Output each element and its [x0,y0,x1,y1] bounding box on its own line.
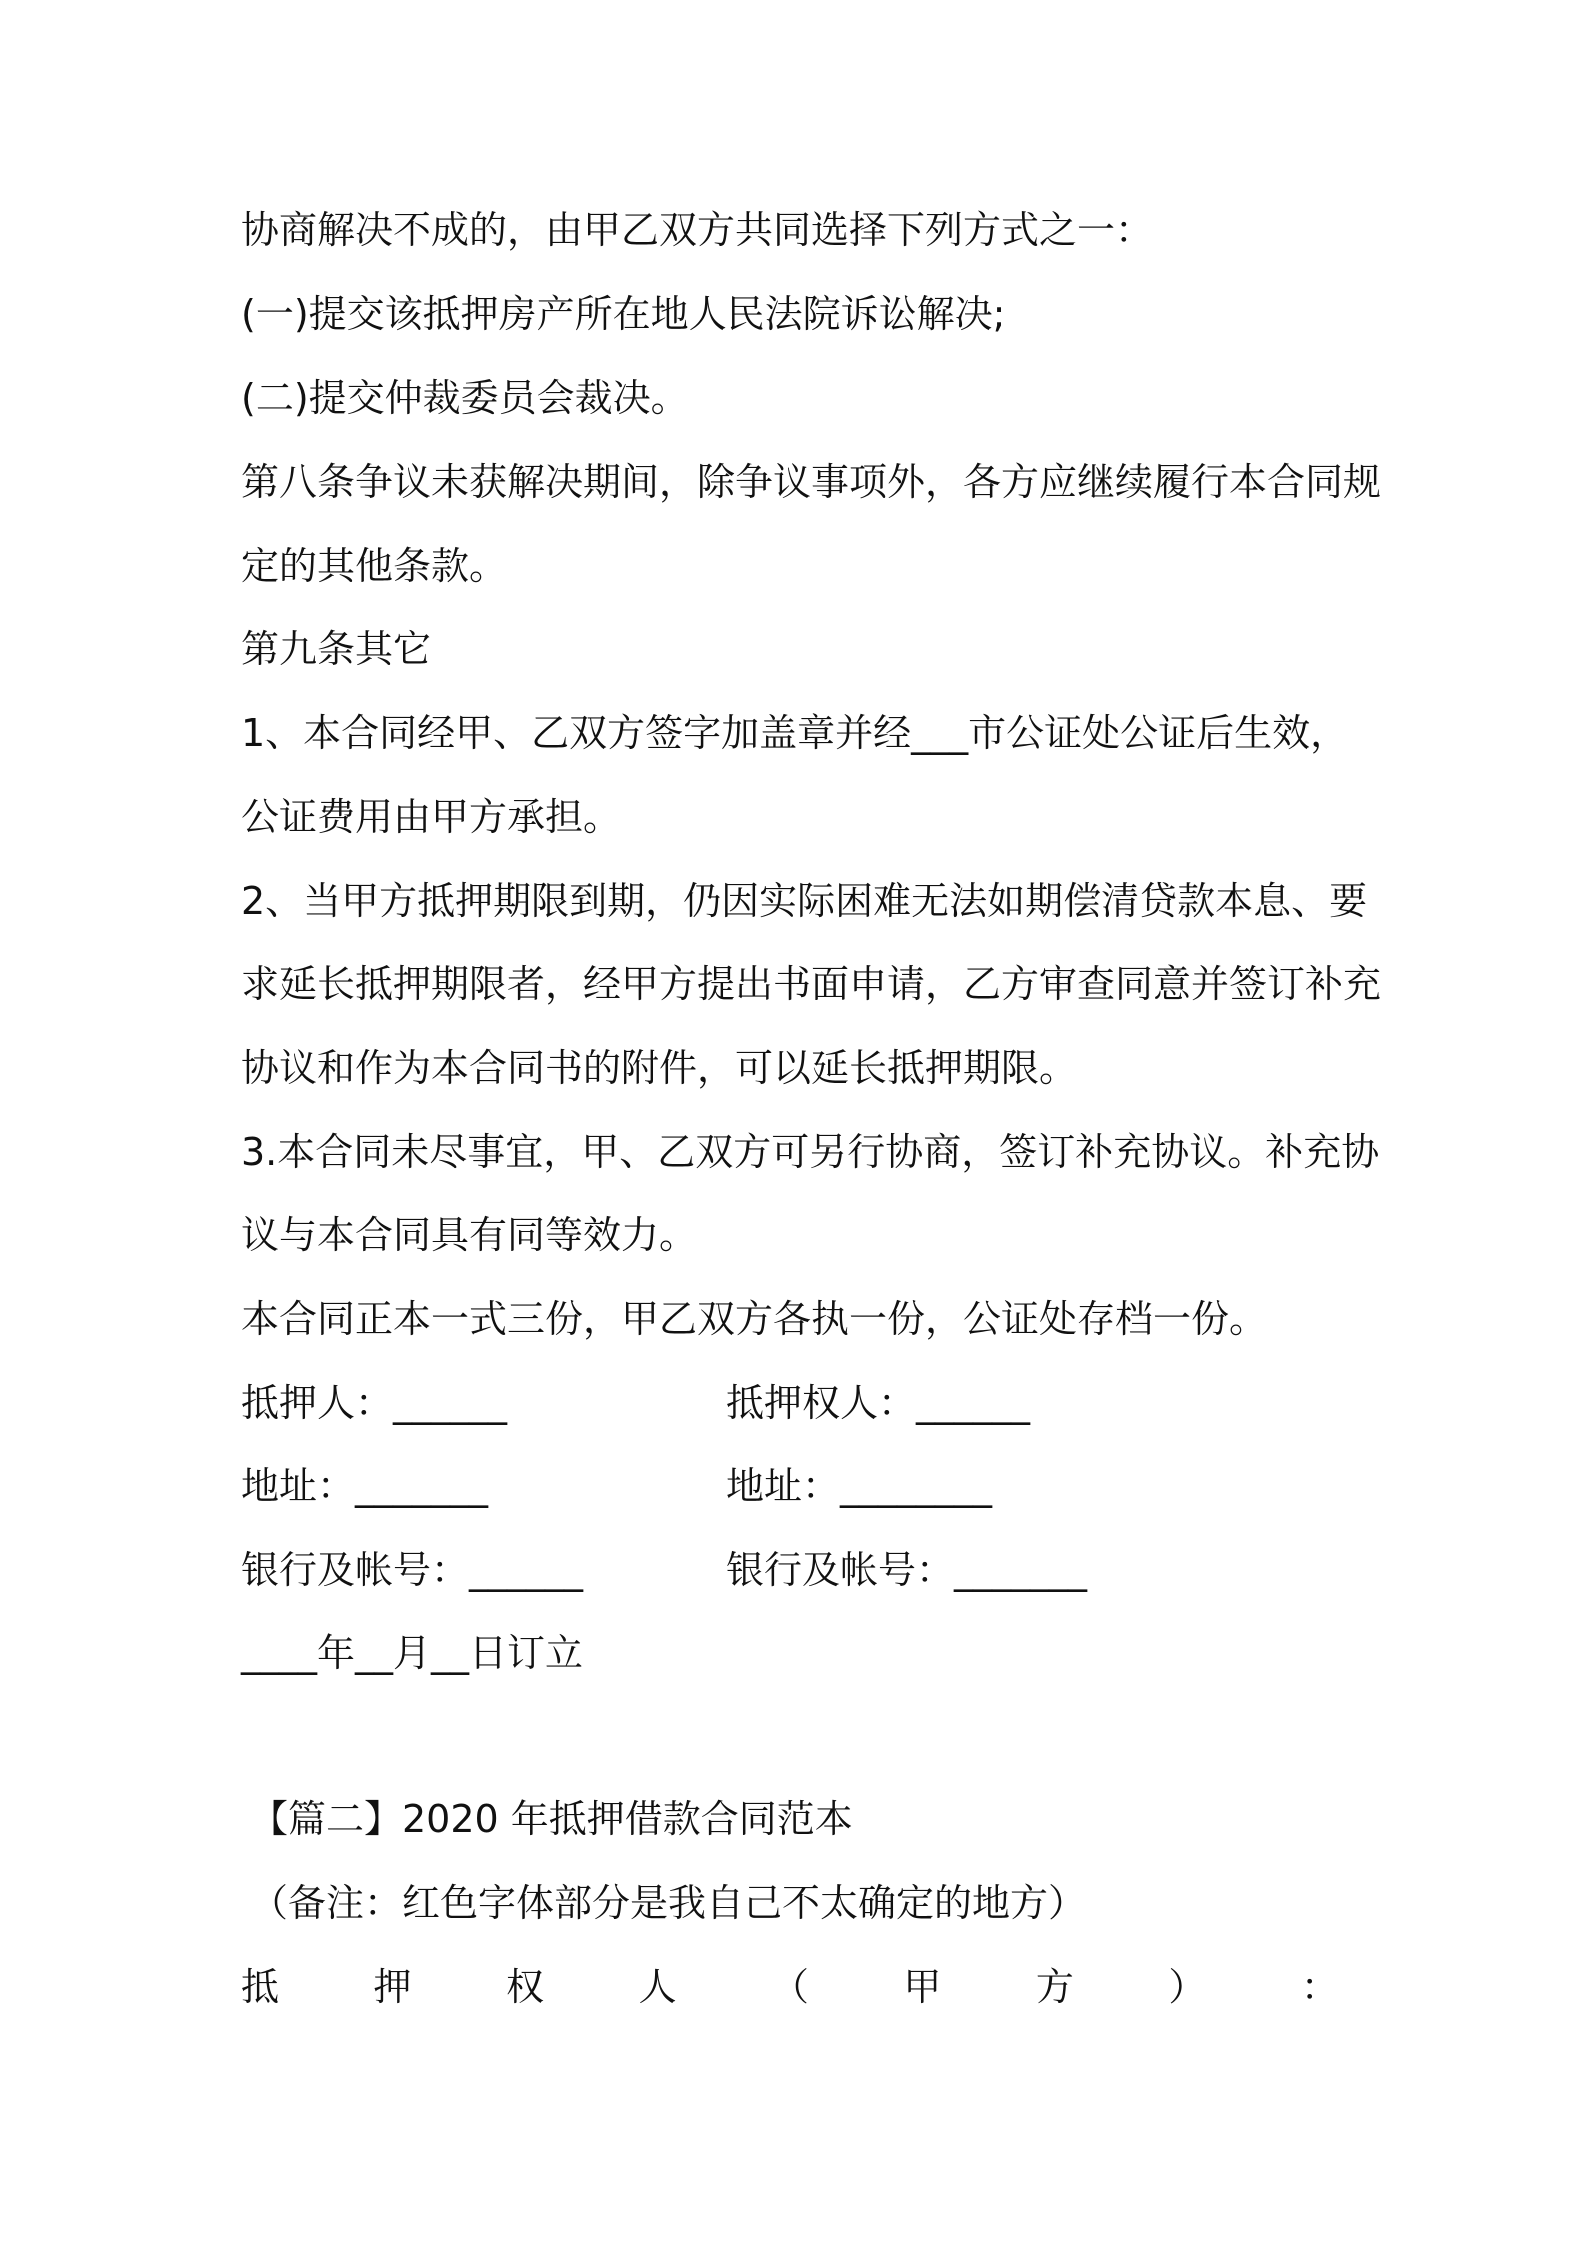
text-line-9: 2、当甲方抵押期限到期，仍因实际困难无法如期偿清贷款本息、要 [241,879,1368,923]
text-line-13: 议与本合同具有同等效力。 [241,1213,698,1257]
text-line-11: 协议和作为本合同书的附件，可以延长抵押期限。 [241,1046,1078,1090]
spread-char: 甲 [903,1965,942,2009]
mortgagor-address-field: 地址：_______ [241,1464,489,1508]
text-line-1: 协商解决不成的，由甲乙双方共同选择下列方式之一： [241,208,1154,252]
mortgagee-party-a-label [241,1962,1339,2012]
mortgagor-field: 抵押人：______ [241,1381,508,1425]
spread-char: 人 [638,1965,677,2009]
section-heading: 【篇二】2020 年抵押借款合同范本 [250,1797,853,1841]
text-line-7: 1、本合同经甲、乙双方签字加盖章并经___市公证处公证后生效， [241,711,1349,755]
mortgagee-bank-field: 银行及帐号：_______ [726,1548,1088,1592]
section-note: （备注：红色字体部分是我自己不太确定的地方） [250,1881,1087,1925]
spread-char: ： [1300,1965,1339,2009]
text-line-2: (一)提交该抵押房产所在地人民法院诉讼解决; [241,292,1006,336]
spread-char: 抵 [241,1965,280,2009]
text-line-6: 第九条其它 [241,627,432,671]
mortgagee-field: 抵押权人：______ [726,1381,1031,1425]
text-line-14: 本合同正本一式三份，甲乙双方各执一份，公证处存档一份。 [241,1297,1268,1341]
spread-char: ） [1168,1965,1207,2009]
spread-char: 押 [373,1965,412,2009]
spread-char: 权 [505,1965,544,2009]
text-line-10: 求延长抵押期限者，经甲方提出书面申请，乙方审查同意并签订补充 [241,962,1382,1006]
text-line-5: 定的其他条款。 [241,544,508,588]
text-line-8: 公证费用由甲方承担。 [241,795,622,839]
signing-date: ____年__月__日订立 [241,1631,584,1675]
mortgagee-address-field: 地址：________ [726,1464,993,1508]
spread-char: （ [770,1965,809,2009]
text-line-4: 第八条争议未获解决期间，除争议事项外，各方应继续履行本合同规 [241,460,1382,504]
text-line-3: (二)提交仲裁委员会裁决。 [241,376,689,420]
spread-char: 方 [1035,1965,1074,2009]
text-line-12: 3.本合同未尽事宜，甲、乙双方可另行协商，签订补充协议。补充协 [241,1130,1380,1174]
mortgagor-bank-field: 银行及帐号：______ [241,1548,584,1592]
